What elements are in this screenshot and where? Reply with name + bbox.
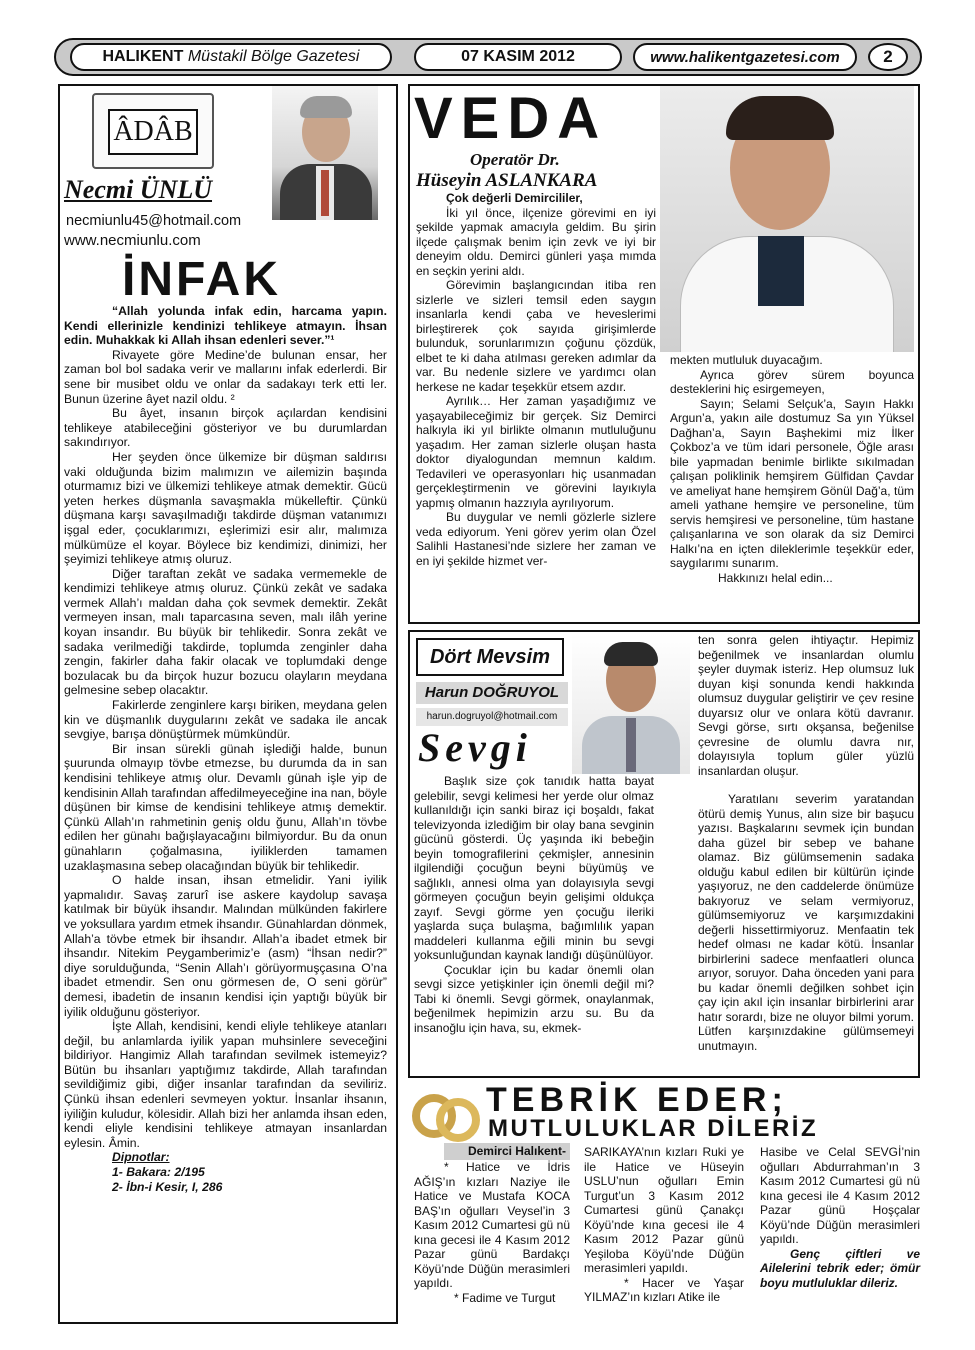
author-email[interactable]: necmiunlu45@hotmail.com [66, 213, 242, 229]
sevgi-paragraph: Başlık size çok tanıdık hatta bayat gelebilir, sevgi kelimesi her yerde olur olmaz kullanıldığı için sanki biraz içi boşaldı, fakat televizyonda izlediğim bir olay bana sevginin gücünü gösterdi. Üç yaşında iki bebeğin beyin tomografilerini çekmişler, annesinin ilgilendiği çocuğun beyni büyümüş ve sağlıklı, annesi olma yan dolayısıyla sevgi görmeyen çocuğun beyin gelişimi oldukça zayıf. Sevgi görme yen çocuğu ileriki yaşlarda suça bulaşma, bağımlılık yapan maddeleri kullanma eğili minin bu sevgi yoksunluğundan kaynak landığı düşünülüyor. [414, 774, 654, 962]
footnote-2: 2- İbn-i Kesir, I, 286 [112, 1179, 223, 1194]
sevgi-paragraph: Çocuklar için bu kadar önemli olan sevgi sizce yetişkinler için önemli değil mi? Tabi ki önemli. Sevgi görmek, onaylanmak, beğenilmek hepimizin arzu su. Bu da insanoğlu için hava, su, ekmek- [414, 962, 654, 1035]
tebrik-paragraph: * Hatice ve İdris AĞIŞ’ın kızları Naziye ile Hatice ve Mustafa KOCA BAŞ’ın oğulları Veysel’in 3 Kasım 2012 Cumartesi gü nü kına gecesi ile 4 Kasım 2012 Pazar günü Bardakçı Köyü’nde Düğün merasimleri yapıldı. [414, 1160, 570, 1290]
veda-paragraph: İki yıl önce, ilçenize görevimi en iyi şekilde yapmak amacıyla geldim. Bu şirin ilçede çalışmak benim için zevk ve iyi bir deneyim oldu. Demirci günleri yaşa mımda en seçkin yerini aldı. [416, 205, 656, 278]
tebrik-paragraph: SARIKAYA’nın kızları Ruki ye ile Hatice ve Hüseyin USLU’nun oğulları Emin Turgut’un 3 Kasım 2012 Cumartesi günü Çanakçı Köyü’nde kına gecesi ile 4 Kasım 2012 Pazar günü Yeşiloba Köyü’nde Düğün merasimleri yapıldı. [584, 1145, 744, 1275]
sevgi-paragraph: ten sonra gelen ihtiyaçtır. Hepimiz beğenilmek ve insanlardan olumlu şeyler duymak isteriz. Hep olumsuz luk duyan kişi sonunda kendi hakkında olumsuz duygular geliştirir ve çev resine duyarsız olur ve onlara kötü davranır. Sevgi görse, sırtı okşansa, beğenilse çevresine de olumlu davra nır, dolayısıyla toplum güler yüzlü insanlardan oluşur. [698, 633, 914, 778]
footnotes-title: Dipnotlar: [112, 1150, 170, 1165]
infak-paragraph: O halde insan, ihsan etmelidir. Yani iyilik yapmalıdır. Savaş zarurî ise askere kaydolup savaşa katılmak bir büyük ihsandır. Malından mülkünden fakirlere ve yoksullara yardım etmek ihsandır. Günahlardan dönmek, Allah’a tövbe etmek bir ihsandır. Allah’a ibadet etmek bir ihsandır. Nitekim Peygamberimiz’e (asm) “İhsan nedir?” diye sorulduğunda, “Senin Allah’ı görüyormuşçasına O’na ibadet etmendir. Sen onu görmesen de, O seni görür” demesi, ibadetin de insanın kendisi için yaptığı büyük bir iyilik olduğunu gösteriyor. [64, 873, 387, 1019]
infak-paragraph: Rivayete göre Medine’de bulunan ensar, her zaman bol bol sadaka verir ve mallarını infak ederlerdi. Bir sene bir musibet oldu ve onlar da sadakayı terk etti ler. Bunun üzerine âyet nazil oldu. ² [64, 347, 387, 406]
footnote-1: 1- Bakara: 2/195 [112, 1165, 205, 1180]
infak-headline: İNFAK [122, 253, 281, 306]
veda-paragraph: Ayrıca görev sürem boyunca desteklerini hiç esirgemeyen, [670, 367, 914, 396]
sevgi-author: Harun DOĞRUYOL [416, 682, 568, 704]
tebrik-column-2 [584, 1145, 744, 1305]
sevgi-headline: Sevgi [418, 725, 532, 770]
adab-scroll-label [108, 109, 198, 155]
website-link[interactable]: www.halikentgazetesi.com [633, 43, 857, 71]
sevgi-paragraph: Yaratılanı severim yaratandan ötürü demiş Yunus, alın size bir başucu yazısı. Başkalarını sevmek için bundan daha güzel bir sebep ve bahane olamaz. Biz gülümsemenin sadaka olduğu kabul edilen bir kültürün içinde yaşıyoruz, ne den caddelerde önümüze bakıyoruz ve selam vermiyoruz, gülümsemiyoruz ve karşımızdakini değerli hissettirmiyoruz. Menfaatin tek hedef olması ne kadar kötü. İnsanlar birbirlerini sadece menfaatleri olunca arıyor, soruyor. Daha önceden yani para bu kadar önemli değilken sohbet için çay için akıl için insanlar birbirlerini arar hatır sorardı, bize ne oluyor bilmi yorum. Lütfen karşınızdakine gülümsemeyi unutmayın. [698, 792, 914, 1053]
tebrik-subtitle: MUTLULUKLAR DİLERİZ [488, 1115, 819, 1142]
tebrik-column-3 [760, 1145, 920, 1290]
sevgi-column-2 [698, 633, 914, 1053]
author-name: Necmi ÜNLÜ [64, 175, 213, 204]
veda-paragraph: mekten mutluluk duyacağım. [670, 353, 823, 367]
veda-paragraph: Bu duygular ve nemli gözlerle sizlere veda ediyorum. Yeni görev yerim olan Özel Salihli Hastanesi’nde sizlere her zaman ve en iyi şekilde hizmet ver- [416, 510, 656, 568]
tebrik-column-1 [414, 1160, 570, 1305]
infak-paragraph: Fakirlerde zenginlere karşı biriken, meydana gelen kin ve düşmanlık duygularını zekât ve sadaka ile ancak sevgiye, barışa dönüştürmek mümkündür. [64, 698, 387, 742]
masthead-title [70, 43, 392, 71]
infak-paragraph: İşte Allah, kendisini, kendi eliyle tehlikeye atanları değil, bu anlamlarda iyilik yapan muhsinlere seveceğini bildiriyor. Hangimiz Allah tarafından sevilmek istemeyiz? Bütün bu ihsanları yaptığımız takdirde, Allah tarafından sevildiğimiz gibi, diğer insanlar tarafından da seviliriz. Çünkü ihsan edenleri sevmeyen yoktur. İnsanlar ihsanın, iyiliğin kuludur, kölesidir. Allah bizi her anlamda ihsan eden, kendi eliyle kendisini tehlikeye atmayan insanlardan eylesin. Âmin. [64, 1019, 387, 1150]
veda-column-2 [670, 353, 914, 585]
paper-subtitle: Müstakil Bölge Gazetesi [187, 48, 360, 65]
infak-paragraph: Her şeyden önce ülkemize bir düşman saldırısı vaki olduğunda bizim malımızın ve ailemizin başında oturmamız bizi ve ülkemizi tehlikeye atmak demektir. Gücü yeten herkes düşmanla savaşmakla mükelleftir. Çünkü düşmana karşı savaşılmadığı takdirde düşman vatanımızı işgal eder, çocuklarımızı, eşlerimizi esir alır, malımıza mülkümüze el koyar. Böylece biz kendimizi, dinimizi, her şeyimizi tehlikeye atmış oluruz. [64, 449, 387, 567]
dort-mevsim-banner [416, 638, 564, 676]
column-name: ÂDÂB [113, 116, 193, 147]
veda-paragraph: Sayın; Selami Selçuk’a, Sayın Hakkı Argun’a, yakın aile dostumuz Sa yın Yüksel Dağhan’a, Sayın Başhekimi miz İlker Çokboz’a ve tüm idari personele, Öğle arası bile yapmadan benimle birlikte sıkılmadan çalışan poliklinik hemşirem Gülfidan Çavdar ve ameliyat hane hemşirem Gönül Dağ’a, tüm ameli yathane hemşire ve personeline, tüm servis hemşiresi ve personeline, tüm hastane çalışanlarına ve son olarak da siz Demirci Halkı’na en içten dileklerimle teşekkür eder, saygılarımı sunarım. [670, 396, 914, 570]
veda-paragraph: Hakkınızı helal edin... [718, 570, 833, 585]
adab-scroll-banner [92, 93, 214, 169]
veda-greeting: Çok değerli Demircililer, [446, 191, 583, 205]
page-number: 2 [868, 43, 908, 71]
veda-subtitle-name: Hüseyin ASLANKARA [416, 170, 598, 191]
tebrik-closing: Genç çiftleri ve Ailelerini tebrik eder; ömür boyu mutluluklar dileriz. [760, 1246, 920, 1290]
paper-name: HALIKENT [102, 48, 184, 65]
issue-date: 07 KASIM 2012 [414, 43, 622, 71]
tebrik-byline: Demirci Halıkent- [444, 1143, 570, 1160]
veda-paragraph: Ayrılık… Her zaman yaşadığımız ve yaşayabileceğimiz bir gerçek. Siz Demirci halkıyla iki yıl birlikte olmanın mutluluğunu yaşadım. Her zaman sizlerle oluşan hasta doktor diyalogundan memnun kaldım. Tedavileri ve operasyonları hiç usanmadan gerçekleştirmenin ve görevini layıkıyla yapmış olmanın hazzıyla ayrılıyorum. [416, 394, 656, 510]
infak-body [64, 304, 387, 1194]
tebrik-title: TEBRİK EDER; [486, 1081, 788, 1119]
veda-paragraph: Görevimin başlangıcından itiba ren sizlerle ve sizleri temsil eden saygın insanlarla kendi çaba ve heveslerimi birleştirerek çok sayıda girişimlerde bulunduk, sorunlarımızın çoğunu çözdük, elbet te ki daha atılması gereken adımlar da var. Bu nedenle sizlere ve yardımcı olan herkese ne kadar teşekkür etsem azdır. [416, 278, 656, 394]
doctor-photo [660, 86, 914, 352]
tebrik-paragraph: * Hacer ve Yaşar YILMAZ’ın kızları Atike ile [584, 1275, 744, 1304]
sevgi-column-1 [414, 774, 654, 1035]
sevgi-column-name: Dört Mevsim [429, 645, 551, 668]
sevgi-author-email[interactable]: harun.dogruyol@hotmail.com [416, 708, 568, 726]
infak-paragraph: Diğer taraftan zekât ve sadaka vermemekle de kendimizi tehlikeye atmış oluruz. Çünkü zekât ve sadaka vermek Allah’ı maldan daha çok sevmek demektir. Zekât vermeyen insan, malı taparcasına seven, malı ilâh yerine koyan insandır. Bu büyük bir tehlikedir. Sonra zekât ve sadaka verilmediği takdirde, toplumda zenginler daha zengin, fakirler daha fakir olacak ve toplumdaki denge bozulacak bu da birçok huzur bozucu olayların meydana gelmesine sebep olacaktır. [64, 566, 387, 698]
veda-column-1 [416, 191, 656, 568]
infak-paragraph: Bu âyet, insanın birçok açılardan kendisini tehlikeye atabileceğini gösteriyor ve bu durumlardan sakındırıyor. [64, 406, 387, 450]
author-photo-necmi [272, 86, 378, 220]
infak-intro: “Allah yolunda infak edin, harcama yapın. Kendi ellerinizle kendinizi tehlikeye atmayın. İhsan edin. Muhakkak ki Allah ihsan edenleri sever.”¹ [64, 304, 387, 348]
infak-paragraph: Bir insan sürekli günah işlediği halde, bunun şuurunda olmayıp tövbe etmezse, bu durumda da in san kendisini tehlikeye atmış olur. Devamlı günah işle yip de kendisinin Allah tarafından affedilmeyeceğine ina nan, böyle düşünen bir kimse de kendisini tehlikeye atmış demektir. Çünkü Allah’ın rahmetinin geniş oldu ğunu, Allah’ın tövbe edilen her günahı bağışlayacağını bilmiyordur. Bu da onun günahların çoğalmasına, iyiliklerden tamamen uzaklaşmasına sebep olacağından büyük bir tehlikedir. [64, 741, 387, 873]
rings-icon [408, 1086, 484, 1146]
veda-subtitle-title: Operatör Dr. [470, 150, 560, 169]
author-photo-harun [572, 634, 690, 774]
tebrik-paragraph: Hasibe ve Celal SEVGİ’nin oğulları Abdurrahman’ın 3 Kasım 2012 Cumartesi gü nü kına gecesi ile 4 Kasım 2012 Pazar günü Hoşçalar Köyü’nde Düğün merasimleri yapıldı. [760, 1145, 920, 1246]
veda-headline: VEDA [414, 86, 608, 151]
author-website[interactable]: www.necmiunlu.com [64, 232, 201, 249]
tebrik-paragraph: * Fadime ve Turgut [454, 1290, 556, 1305]
